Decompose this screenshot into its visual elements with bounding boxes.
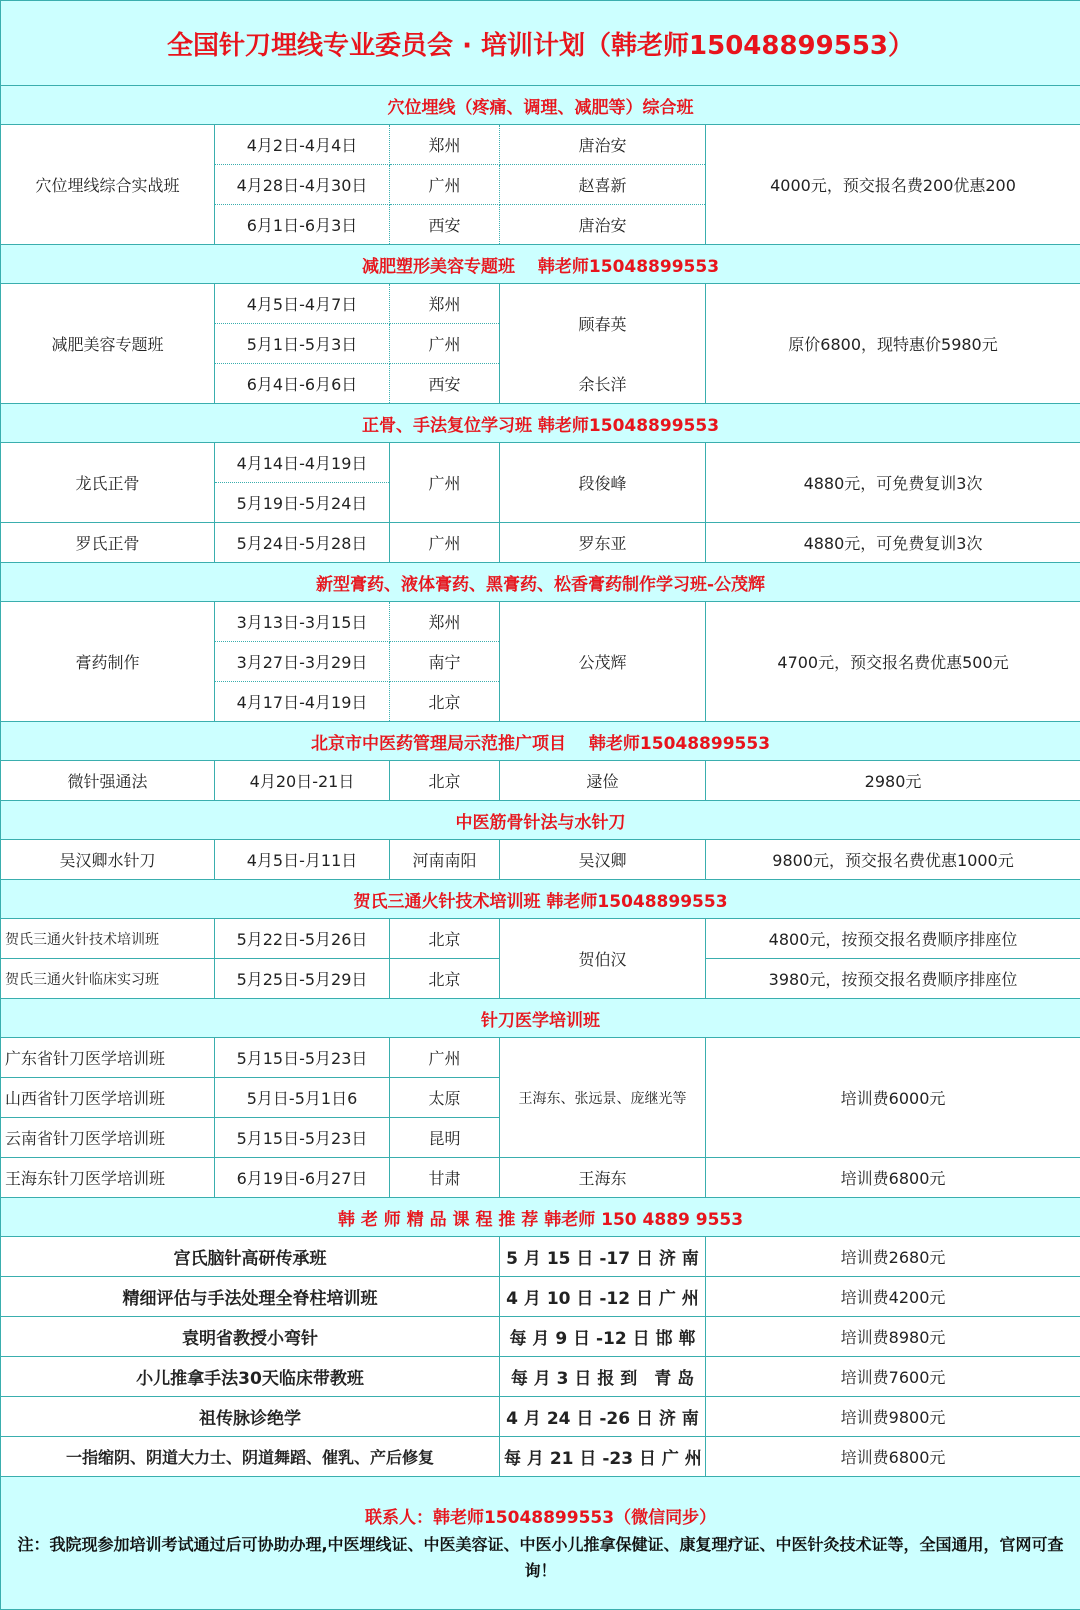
- course-name: 罗氏正骨: [1, 523, 215, 563]
- course-city: 郑州: [390, 284, 500, 324]
- course-name: 龙氏正骨: [1, 443, 215, 523]
- course-name: 减肥美容专题班: [1, 284, 215, 404]
- section-header-fire-needle: 贺氏三通火针技术培训班 韩老师15048899553: [1, 880, 1080, 919]
- course-date: 5月24日-5月28日: [215, 523, 390, 563]
- course-name: 一指缩阴、阴道大力士、阴道舞蹈、催乳、产后修复: [1, 1437, 500, 1477]
- course-name: 山西省针刀医学培训班: [1, 1078, 215, 1118]
- course-when: 4 月 10 日 -12 日 广 州: [500, 1277, 706, 1317]
- course-teacher: 公茂辉: [500, 602, 706, 722]
- course-price: 培训费6000元: [706, 1038, 1080, 1158]
- course-price: 培训费8980元: [706, 1317, 1080, 1357]
- course-date: 5月15日-5月23日: [215, 1038, 390, 1078]
- course-city: 北京: [390, 919, 500, 959]
- course-price: 培训费4200元: [706, 1277, 1080, 1317]
- course-name: 王海东针刀医学培训班: [1, 1158, 215, 1198]
- course-name: 精细评估与手法处理全脊柱培训班: [1, 1277, 500, 1317]
- course-date: 6月19日-6月27日: [215, 1158, 390, 1198]
- section-header-acupoint: 穴位埋线（疼痛、调理、减肥等）综合班: [1, 86, 1080, 125]
- course-city: 广州: [390, 324, 500, 364]
- course-city: 河南南阳: [390, 840, 500, 880]
- course-when: 每 月 21 日 -23 日 广 州: [500, 1437, 706, 1477]
- course-date: 5月日-5月1日6: [215, 1078, 390, 1118]
- course-date: 5月19日-5月24日: [215, 483, 390, 523]
- section-header-water-needle: 中医筋骨针法与水针刀: [1, 801, 1080, 840]
- course-teacher: 王海东: [500, 1158, 706, 1198]
- course-teacher: 顾春英: [500, 284, 706, 364]
- course-price: 4880元，可免费复训3次: [706, 523, 1080, 563]
- course-price: 2980元: [706, 761, 1080, 801]
- contact-line: 联系人：韩老师15048899553（微信同步）: [9, 1503, 1072, 1528]
- course-price: 培训费2680元: [706, 1237, 1080, 1277]
- course-name: 穴位埋线综合实战班: [1, 125, 215, 245]
- course-price: 4000元，预交报名费200优惠200: [706, 125, 1080, 245]
- course-name: 广东省针刀医学培训班: [1, 1038, 215, 1078]
- course-when: 每 月 9 日 -12 日 邯 郸: [500, 1317, 706, 1357]
- course-city: 南宁: [390, 642, 500, 682]
- course-price: 培训费6800元: [706, 1158, 1080, 1198]
- course-name: 吴汉卿水针刀: [1, 840, 215, 880]
- section-header-bone-setting: 正骨、手法复位学习班 韩老师15048899553: [1, 404, 1080, 443]
- course-name: 贺氏三通火针临床实习班: [1, 959, 215, 999]
- course-teacher: 贺伯汉: [500, 919, 706, 999]
- footer: [1, 1477, 1080, 1610]
- course-city: 广州: [390, 523, 500, 563]
- course-date: 3月13日-3月15日: [215, 602, 390, 642]
- course-teacher: 唐治安: [500, 205, 706, 245]
- course-date: 4月2日-4月4日: [215, 125, 390, 165]
- course-date: 4月5日-月11日: [215, 840, 390, 880]
- course-name: 祖传脉诊绝学: [1, 1397, 500, 1437]
- course-city: 广州: [390, 165, 500, 205]
- course-city: 郑州: [390, 125, 500, 165]
- course-price: 培训费9800元: [706, 1397, 1080, 1437]
- course-price: 4700元，预交报名费优惠500元: [706, 602, 1080, 722]
- page-title: 全国针刀埋线专业委员会 · 培训计划（韩老师15048899553）: [1, 1, 1080, 86]
- course-name: 云南省针刀医学培训班: [1, 1118, 215, 1158]
- course-date: 5月25日-5月29日: [215, 959, 390, 999]
- course-price: 9800元，预交报名费优惠1000元: [706, 840, 1080, 880]
- course-date: 5月22日-5月26日: [215, 919, 390, 959]
- course-teacher: 赵喜新: [500, 165, 706, 205]
- course-price: 4800元，按预交报名费顺序排座位: [706, 919, 1080, 959]
- course-price: 原价6800，现特惠价5980元: [706, 284, 1080, 404]
- course-name: 微针强通法: [1, 761, 215, 801]
- course-date: 6月1日-6月3日: [215, 205, 390, 245]
- course-date: 5月1日-5月3日: [215, 324, 390, 364]
- course-city: 郑州: [390, 602, 500, 642]
- course-name: 宫氏脑针高研传承班: [1, 1237, 500, 1277]
- section-header-plaster: 新型膏药、液体膏药、黑膏药、松香膏药制作学习班-公茂辉: [1, 563, 1080, 602]
- course-teacher: 段俊峰: [500, 443, 706, 523]
- course-city: 北京: [390, 959, 500, 999]
- section-header-needle-knife: 针刀医学培训班: [1, 999, 1080, 1038]
- course-when: 5 月 15 日 -17 日 济 南: [500, 1237, 706, 1277]
- course-city: 太原: [390, 1078, 500, 1118]
- course-when: 4 月 24 日 -26 日 济 南: [500, 1397, 706, 1437]
- course-name: 贺氏三通火针技术培训班: [1, 919, 215, 959]
- section-header-slimming: 减肥塑形美容专题班 韩老师15048899553: [1, 245, 1080, 284]
- course-date: 6月4日-6月6日: [215, 364, 390, 404]
- course-teacher: 余长洋: [500, 364, 706, 404]
- course-name: 袁明省教授小弯针: [1, 1317, 500, 1357]
- footer-note: 注：我院现参加培训考试通过后可协助办理,中医埋线证、中医美容证、中医小儿推拿保健证、康复理疗证、中医针灸技术证等，全国通用，官网可查询！: [9, 1532, 1072, 1584]
- course-date: 4月28日-4月30日: [215, 165, 390, 205]
- course-date: 4月17日-4月19日: [215, 682, 390, 722]
- section-header-recommended: 韩 老 师 精 品 课 程 推 荐 韩老师 150 4889 9553: [1, 1198, 1080, 1237]
- course-date: 4月5日-4月7日: [215, 284, 390, 324]
- course-date: 4月20日-21日: [215, 761, 390, 801]
- course-city: 北京: [390, 761, 500, 801]
- course-name: 小儿推拿手法30天临床带教班: [1, 1357, 500, 1397]
- course-teacher: 唐治安: [500, 125, 706, 165]
- course-city: 西安: [390, 205, 500, 245]
- course-name: 膏药制作: [1, 602, 215, 722]
- section-header-beijing: 北京市中医药管理局示范推广项目 韩老师15048899553: [1, 722, 1080, 761]
- course-city: 北京: [390, 682, 500, 722]
- course-city: 广州: [390, 1038, 500, 1078]
- course-teacher: 逯俭: [500, 761, 706, 801]
- course-price: 4880元，可免费复训3次: [706, 443, 1080, 523]
- course-price: 培训费7600元: [706, 1357, 1080, 1397]
- course-when: 每 月 3 日 报 到 青 岛: [500, 1357, 706, 1397]
- course-teacher: 王海东、张远景、庞继光等: [500, 1038, 706, 1158]
- course-city: 昆明: [390, 1118, 500, 1158]
- course-date: 4月14日-4月19日: [215, 443, 390, 483]
- course-date: 3月27日-3月29日: [215, 642, 390, 682]
- course-teacher: 吴汉卿: [500, 840, 706, 880]
- course-price: 培训费6800元: [706, 1437, 1080, 1477]
- course-teacher: 罗东亚: [500, 523, 706, 563]
- course-price: 3980元，按预交报名费顺序排座位: [706, 959, 1080, 999]
- course-city: 西安: [390, 364, 500, 404]
- course-date: 5月15日-5月23日: [215, 1118, 390, 1158]
- course-city: 广州: [390, 443, 500, 523]
- course-city: 甘肃: [390, 1158, 500, 1198]
